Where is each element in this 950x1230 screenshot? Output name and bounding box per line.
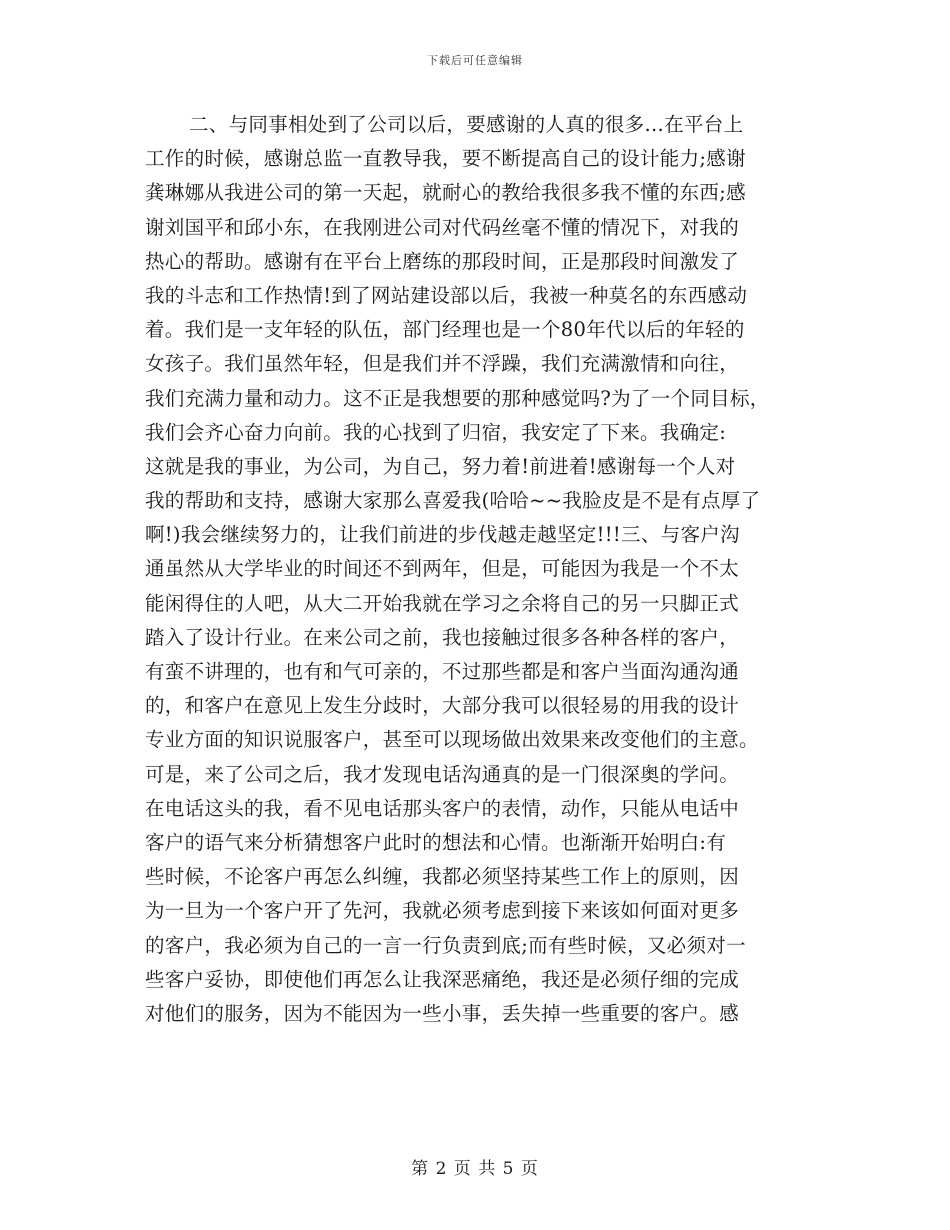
document-body	[145, 108, 815, 1031]
body-line: 些客户妥协，即使他们再怎么让我深恶痛绝，我还是必须仔细的完成	[145, 967, 740, 991]
body-line: 热心的帮助。感谢有在平台上磨练的那段时间，正是那段时间激发了	[145, 249, 740, 273]
body-line: 踏入了设计行业。在来公司之前，我也接触过很多各种各样的客户，	[145, 625, 740, 649]
body-line: 我的斗志和工作热情!到了网站建设部以后，我被一种莫名的东西感动	[145, 283, 748, 307]
body-line: 的客户，我必须为自己的一言一行负责到底;而有些时候，又必须对一	[145, 933, 746, 957]
body-line: 我们充满力量和动力。这不正是我想要的那种感觉吗?为了一个同目标，	[145, 386, 770, 410]
body-line: 啊!)我会继续努力的，让我们前进的步伐越走越坚定!!!三、与客户沟	[145, 523, 740, 547]
body-line: 有蛮不讲理的，也有和气可亲的，不过那些都是和客户当面沟通沟通	[145, 660, 740, 683]
body-line: 在电话这头的我，看不见电话那头客户的表情，动作，只能从电话中	[145, 796, 740, 820]
body-line: 可是，来了公司之后，我才发现电话沟通真的是一门很深奥的学问。	[145, 762, 740, 786]
page-footer: 第 2 页 共 5 页	[411, 1159, 539, 1179]
body-line: 这就是我的事业，为公司，为自己，努力着!前进着!感谢每一个人对	[145, 454, 736, 478]
body-line: 的，和客户在意见上发生分歧时，大部分我可以很轻易的用我的设计	[145, 694, 740, 718]
body-line: 通虽然从大学毕业的时间还不到两年，但是，可能因为我是一个不太	[145, 557, 740, 581]
body-line: 为一旦为一个客户开了先河，我就必须考虑到接下来该如何面对更多	[145, 899, 740, 923]
body-line: 我们会齐心奋力向前。我的心找到了归宿，我安定了下来。我确定:	[145, 420, 727, 444]
body-line: 二、与同事相处到了公司以后，要感谢的人真的很多…在平台上	[189, 113, 744, 136]
body-line: 工作的时候，感谢总监一直教导我，要不断提高自己的设计能力;感谢	[145, 147, 746, 171]
body-line: 谢刘国平和邱小东，在我刚进公司对代码丝毫不懂的情况下，对我的	[145, 215, 740, 239]
page-header: 下载后可任意编辑	[427, 54, 523, 67]
body-line: 龚琳娜从我进公司的第一天起，就耐心的教给我很多我不懂的东西;感	[145, 181, 746, 205]
body-line: 着。我们是一支年轻的队伍，部门经理也是一个80年代以后的年轻的	[145, 318, 745, 342]
body-line: 能闲得住的人吧，从大二开始我就在学习之余将自己的另一只脚正式	[145, 591, 740, 615]
body-line: 我的帮助和支持，感谢大家那么喜爱我(哈哈~~我脸皮是不是有点厚了	[145, 489, 761, 513]
body-line: 客户的语气来分析猜想客户此时的想法和心情。也渐渐开始明白:有	[145, 830, 727, 854]
body-line: 女孩子。我们虽然年轻，但是我们并不浮躁，我们充满激情和向往，	[145, 352, 740, 376]
body-line: 专业方面的知识说服客户，甚至可以现场做出效果来改变他们的主意。	[145, 728, 759, 752]
body-line: 些时候，不论客户再怎么纠缠，我都必须坚持某些工作上的原则，因	[145, 865, 740, 889]
body-line: 对他们的服务，因为不能因为一些小事，丢失掉一些重要的客户。感	[145, 1001, 740, 1025]
